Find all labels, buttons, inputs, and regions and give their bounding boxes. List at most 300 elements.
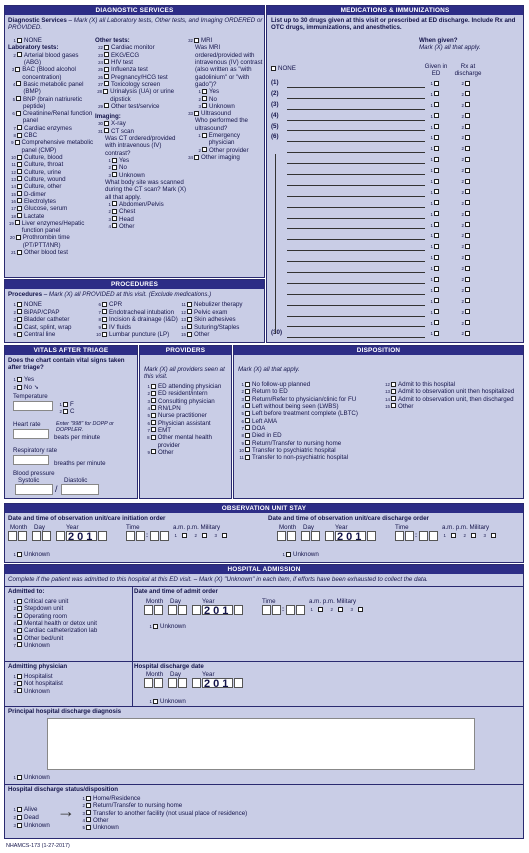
admitting-physician-checkbox[interactable] bbox=[17, 681, 22, 686]
given-in-ed-checkbox[interactable] bbox=[434, 157, 439, 162]
other-test-checkbox[interactable] bbox=[104, 45, 109, 50]
vitals-section: VITALS AFTER TRIAGE Does the chart contain vital signs taken after triage? 1 Yes 2 No ➘ Temperature 1 F 2 C Heart rate Enter "998" for DOPP or DOPPLER. beats per minute Respiratory rate breaths per minute Blood pressure Systolic Diastolic / bbox=[4, 345, 138, 499]
medication-input[interactable] bbox=[287, 196, 425, 197]
mri-checkbox[interactable] bbox=[194, 38, 199, 43]
lab-test-checkbox[interactable] bbox=[17, 133, 22, 138]
medication-row: 1 2 bbox=[267, 263, 524, 274]
obs-init-day-digit[interactable] bbox=[32, 531, 41, 541]
lab-test-checkbox[interactable] bbox=[17, 206, 22, 211]
meds-none-checkbox[interactable] bbox=[271, 66, 276, 71]
rx-at-discharge-checkbox[interactable] bbox=[465, 124, 470, 129]
disposition-label: No follow-up planned bbox=[252, 381, 311, 388]
diagnosis-unknown-checkbox[interactable] bbox=[17, 775, 22, 780]
obs-discharge-ampm-label: a.m. p.m. Military bbox=[442, 524, 490, 531]
hosp-discharge-year-label: Year bbox=[202, 671, 215, 678]
rx-at-discharge-checkbox[interactable] bbox=[465, 211, 470, 216]
lab-test-checkbox[interactable] bbox=[17, 213, 22, 218]
lab-test-checkbox[interactable] bbox=[15, 140, 20, 145]
procedure-checkbox[interactable] bbox=[17, 302, 22, 307]
lab-test-checkbox[interactable] bbox=[15, 220, 20, 225]
provider-checkbox[interactable] bbox=[151, 405, 156, 410]
lab-tests-heading: Laboratory tests: bbox=[8, 44, 59, 52]
respiratory-rate-input[interactable] bbox=[13, 455, 49, 465]
lab-test-checkbox[interactable] bbox=[16, 235, 21, 240]
status-unknown-label: Unknown bbox=[24, 822, 50, 829]
procedure-checkbox[interactable] bbox=[17, 324, 22, 329]
medication-input[interactable] bbox=[287, 337, 425, 338]
given-in-ed-checkbox[interactable] bbox=[434, 309, 439, 314]
procedure-checkbox[interactable] bbox=[102, 302, 107, 307]
medication-input[interactable] bbox=[287, 141, 425, 142]
rx-at-discharge-checkbox[interactable] bbox=[465, 146, 470, 151]
disposition-label: Admit to observation unit, then discharged bbox=[398, 395, 514, 403]
obs-discharge-year-digit[interactable] bbox=[367, 531, 376, 541]
other-test-label: HIV test bbox=[111, 58, 134, 66]
lab-test-label: CBC bbox=[24, 132, 38, 140]
lab-test-checkbox[interactable] bbox=[16, 111, 21, 116]
medication-input[interactable] bbox=[287, 120, 425, 121]
discharge-diagnosis-input[interactable] bbox=[47, 718, 475, 770]
procedure-checkbox[interactable] bbox=[102, 332, 107, 337]
admitted-to-checkbox[interactable] bbox=[17, 642, 22, 647]
obs-discharge-unknown-label: Unknown bbox=[293, 551, 319, 558]
discharge-status-label: Return/Transfer to nursing home bbox=[93, 802, 183, 810]
discharge-status-checkbox[interactable] bbox=[86, 803, 91, 808]
medication-input[interactable] bbox=[287, 152, 425, 153]
admit-pm-checkbox[interactable] bbox=[338, 607, 343, 612]
proc-intro: Procedures bbox=[8, 291, 43, 298]
admit-hour-digit[interactable] bbox=[272, 605, 281, 615]
lab-test-checkbox[interactable] bbox=[17, 191, 22, 196]
admitted-to-checkbox[interactable] bbox=[17, 620, 22, 625]
lab-test-checkbox[interactable] bbox=[16, 96, 21, 101]
disposition-checkbox[interactable] bbox=[245, 396, 250, 401]
disposition-checkbox[interactable] bbox=[245, 382, 250, 387]
ct-contrast-yes-checkbox[interactable] bbox=[112, 158, 117, 163]
other-test-checkbox[interactable] bbox=[104, 59, 109, 64]
provider-checkbox[interactable] bbox=[151, 391, 156, 396]
provider-checkbox[interactable] bbox=[151, 398, 156, 403]
medication-input[interactable] bbox=[287, 326, 425, 327]
obs-discharge-day-digit[interactable] bbox=[311, 531, 320, 541]
rx-at-discharge-checkbox[interactable] bbox=[465, 200, 470, 205]
medication-input[interactable] bbox=[287, 305, 425, 306]
rx-at-discharge-checkbox[interactable] bbox=[465, 298, 470, 303]
disposition-checkbox[interactable] bbox=[245, 455, 250, 460]
given-in-ed-checkbox[interactable] bbox=[434, 81, 439, 86]
admitting-physician-item: 3 Unknown bbox=[13, 687, 50, 695]
admit-year-prefix: 201 bbox=[204, 605, 232, 617]
discharge-status-checkbox[interactable] bbox=[86, 796, 91, 801]
ct-contrast-no-checkbox[interactable] bbox=[112, 165, 117, 170]
discharge-status-checkbox[interactable] bbox=[86, 817, 91, 822]
ct-scan-item: 31 CT scan bbox=[98, 127, 134, 135]
given-in-ed-checkbox[interactable] bbox=[434, 135, 439, 140]
lab-test-checkbox[interactable] bbox=[17, 169, 22, 174]
other-imaging-checkbox[interactable] bbox=[194, 155, 199, 160]
discharge-status-item: 1 Home/Residence bbox=[82, 795, 141, 802]
medication-input[interactable] bbox=[287, 228, 425, 229]
breaths-per-minute-label: breaths per minute bbox=[54, 460, 106, 467]
obs-init-pm-checkbox[interactable] bbox=[202, 533, 207, 538]
admitted-to-checkbox[interactable] bbox=[17, 613, 22, 618]
admit-minute-digit[interactable] bbox=[286, 605, 295, 615]
given-in-ed-checkbox[interactable] bbox=[434, 244, 439, 249]
lab-test-item: 12 Culture, urine bbox=[11, 168, 62, 176]
given-in-ed-checkbox[interactable] bbox=[434, 179, 439, 184]
disposition-checkbox[interactable] bbox=[245, 389, 250, 394]
disposition-checkbox[interactable] bbox=[391, 389, 396, 394]
obs-init-hour-digit[interactable] bbox=[126, 531, 135, 541]
obs-discharge-minute-digit[interactable] bbox=[419, 531, 428, 541]
obs-init-year-digit[interactable] bbox=[98, 531, 107, 541]
disposition-checkbox[interactable] bbox=[245, 411, 250, 416]
ultrasound-provider-checkbox[interactable] bbox=[202, 147, 207, 152]
rx-at-discharge-checkbox[interactable] bbox=[465, 320, 470, 325]
obs-init-minute-digit[interactable] bbox=[160, 531, 169, 541]
given-in-ed-checkbox[interactable] bbox=[434, 189, 439, 194]
obs-init-year-prefix: 201 bbox=[68, 531, 96, 543]
hosp-discharge-year-digit[interactable] bbox=[234, 678, 243, 688]
given-in-ed-checkbox[interactable] bbox=[434, 331, 439, 336]
medication-input[interactable] bbox=[287, 250, 425, 251]
hosp-discharge-month-digit[interactable] bbox=[144, 678, 153, 688]
given-in-ed-checkbox[interactable] bbox=[434, 298, 439, 303]
other-test-item: 26 Pregnancy/HCG test bbox=[98, 73, 168, 81]
lab-test-checkbox[interactable] bbox=[15, 67, 20, 72]
disposition-checkbox[interactable] bbox=[245, 403, 250, 408]
rx-at-discharge-checkbox[interactable] bbox=[465, 244, 470, 249]
disposition-checkbox[interactable] bbox=[245, 447, 250, 452]
lab-test-checkbox[interactable] bbox=[17, 198, 22, 203]
lab-test-checkbox[interactable] bbox=[17, 184, 22, 189]
procedure-checkbox[interactable] bbox=[102, 317, 107, 322]
given-in-ed-checkbox[interactable] bbox=[434, 91, 439, 96]
medication-input[interactable] bbox=[287, 87, 425, 88]
obs-init-minute-digit[interactable] bbox=[150, 531, 159, 541]
other-test-checkbox[interactable] bbox=[104, 74, 109, 79]
lab-test-label: Glucose, serum bbox=[24, 205, 68, 213]
lab-test-checkbox[interactable] bbox=[17, 155, 22, 160]
disposition-checkbox[interactable] bbox=[245, 433, 250, 438]
admitted-to-label: Mental health or detox unit bbox=[24, 619, 97, 627]
admit-minute-digit[interactable] bbox=[296, 605, 305, 615]
rx-at-discharge-checkbox[interactable] bbox=[465, 157, 470, 162]
admitted-to-checkbox[interactable] bbox=[17, 628, 22, 633]
given-in-ed-checkbox[interactable] bbox=[434, 124, 439, 129]
provider-checkbox[interactable] bbox=[151, 413, 156, 418]
disposition-item: 4 Left without being seen (LWBS) bbox=[241, 402, 339, 410]
other-test-checkbox[interactable] bbox=[104, 81, 109, 86]
medication-row: (30) 1 2 bbox=[267, 328, 524, 339]
heart-rate-input[interactable] bbox=[13, 429, 49, 439]
diag-none-checkbox[interactable] bbox=[17, 38, 22, 43]
procedure-checkbox[interactable] bbox=[187, 309, 192, 314]
other-test-checkbox[interactable] bbox=[104, 52, 109, 57]
given-in-ed-checkbox[interactable] bbox=[434, 287, 439, 292]
obs-init-am-checkbox[interactable] bbox=[182, 533, 187, 538]
discharge-status-checkbox[interactable] bbox=[86, 825, 91, 830]
lab-test-label: Culture, other bbox=[24, 183, 62, 191]
obs-discharge-month-digit[interactable] bbox=[277, 531, 286, 541]
medication-row: 1 2 bbox=[267, 176, 524, 187]
ct-site-checkbox[interactable] bbox=[112, 223, 117, 228]
systolic-input[interactable] bbox=[15, 484, 53, 495]
procedure-checkbox[interactable] bbox=[187, 302, 192, 307]
admitted-to-checkbox[interactable] bbox=[17, 599, 22, 604]
vitals-no-label: No bbox=[24, 384, 32, 391]
given-in-ed-checkbox[interactable] bbox=[434, 266, 439, 271]
discharge-date-unknown-checkbox[interactable] bbox=[153, 699, 158, 704]
mri-contrast-unknown-item: 3 Unknown bbox=[198, 102, 235, 110]
given-in-ed-checkbox[interactable] bbox=[434, 146, 439, 151]
medication-input[interactable] bbox=[287, 272, 425, 273]
admitted-to-checkbox[interactable] bbox=[17, 635, 22, 640]
medication-input[interactable] bbox=[287, 130, 425, 131]
procedure-item: 9 IV fluids bbox=[98, 323, 132, 331]
lab-test-item: 17 Glucose, serum bbox=[11, 205, 68, 213]
other-test-checkbox[interactable] bbox=[104, 67, 109, 72]
rx-at-discharge-checkbox[interactable] bbox=[465, 113, 470, 118]
lab-test-item: 16 Electrolytes bbox=[11, 197, 56, 205]
ct-site-checkbox[interactable] bbox=[112, 201, 117, 206]
obs-init-military-checkbox[interactable] bbox=[222, 533, 227, 538]
disposition-item: 7 DOA bbox=[241, 424, 266, 432]
admit-month-digit[interactable] bbox=[154, 605, 163, 615]
medication-input[interactable] bbox=[287, 239, 425, 240]
rx-at-discharge-checkbox[interactable] bbox=[465, 189, 470, 194]
provider-label: Physician assistant bbox=[158, 419, 211, 427]
celsius-checkbox[interactable] bbox=[63, 409, 68, 414]
obs-discharge-unknown-checkbox[interactable] bbox=[286, 552, 291, 557]
physician-items bbox=[8, 673, 132, 695]
rx-at-discharge-checkbox[interactable] bbox=[465, 287, 470, 292]
obs-discharge-am-checkbox[interactable] bbox=[451, 533, 456, 538]
vitals-no-checkbox[interactable] bbox=[17, 385, 22, 390]
rx-at-discharge-checkbox[interactable] bbox=[465, 222, 470, 227]
rx-at-discharge-checkbox[interactable] bbox=[465, 233, 470, 238]
alive-checkbox[interactable] bbox=[17, 807, 22, 812]
dead-checkbox[interactable] bbox=[17, 815, 22, 820]
admit-date-unknown-checkbox[interactable] bbox=[153, 624, 158, 629]
provider-checkbox[interactable] bbox=[151, 435, 156, 440]
obs-discharge-day-digit[interactable] bbox=[301, 531, 310, 541]
procedure-checkbox[interactable] bbox=[17, 332, 22, 337]
obs-init-month-digit[interactable] bbox=[8, 531, 17, 541]
procedure-item: 8 Incision & drainage (I&D) bbox=[98, 316, 178, 323]
xray-label: X-ray bbox=[111, 120, 126, 128]
admitting-physician-checkbox[interactable] bbox=[17, 688, 22, 693]
diastolic-input[interactable] bbox=[61, 484, 99, 495]
hosp-discharge-day-digit[interactable] bbox=[168, 678, 177, 688]
obs-init-hour-digit[interactable] bbox=[136, 531, 145, 541]
provider-label: EMT bbox=[158, 426, 172, 434]
provider-checkbox[interactable] bbox=[151, 420, 156, 425]
ct-contrast-yes-item: 1 Yes bbox=[108, 157, 130, 164]
rx-at-discharge-checkbox[interactable] bbox=[465, 266, 470, 271]
obs-init-month-digit[interactable] bbox=[18, 531, 27, 541]
disposition-label: Return to ED bbox=[252, 388, 288, 396]
medication-row: 1 2 bbox=[267, 296, 524, 307]
procedure-checkbox[interactable] bbox=[187, 332, 192, 337]
medication-input[interactable] bbox=[287, 207, 425, 208]
disposition-label: Admit to this hospital bbox=[398, 381, 456, 388]
admit-year-digit[interactable] bbox=[192, 605, 201, 615]
blood-pressure-label: Blood pressure bbox=[13, 470, 55, 477]
medication-input[interactable] bbox=[287, 163, 425, 164]
admit-year-digit[interactable] bbox=[234, 605, 243, 615]
lab-test-checkbox[interactable] bbox=[17, 250, 22, 255]
other-test-label: Other test/service bbox=[111, 102, 160, 110]
disposition-item: 6 Left AMA bbox=[241, 417, 278, 425]
admit-day-digit[interactable] bbox=[168, 605, 177, 615]
admit-am-checkbox[interactable] bbox=[318, 607, 323, 612]
lab-test-item: 2 Arterial blood gases (ABG) bbox=[8, 52, 96, 67]
obs-discharge-hour-digit[interactable] bbox=[395, 531, 404, 541]
given-in-ed-checkbox[interactable] bbox=[434, 233, 439, 238]
rx-at-discharge-checkbox[interactable] bbox=[465, 331, 470, 336]
disposition-checkbox[interactable] bbox=[245, 440, 250, 445]
obs-discharge-pm-checkbox[interactable] bbox=[471, 533, 476, 538]
procedure-checkbox[interactable] bbox=[187, 324, 192, 329]
status-unknown-checkbox[interactable] bbox=[17, 823, 22, 828]
admit-hour-digit[interactable] bbox=[262, 605, 271, 615]
temperature-input[interactable] bbox=[13, 401, 53, 411]
medication-input[interactable] bbox=[287, 98, 425, 99]
rx-at-discharge-checkbox[interactable] bbox=[465, 91, 470, 96]
procedure-checkbox[interactable] bbox=[102, 324, 107, 329]
obs-init-day-digit[interactable] bbox=[42, 531, 51, 541]
vitals-yes-label: Yes bbox=[24, 376, 35, 383]
vitals-yes-checkbox[interactable] bbox=[17, 377, 22, 382]
medication-input[interactable] bbox=[287, 283, 425, 284]
rx-at-discharge-checkbox[interactable] bbox=[465, 102, 470, 107]
other-test-checkbox[interactable] bbox=[104, 103, 109, 108]
medication-input[interactable] bbox=[287, 218, 425, 219]
medication-input[interactable] bbox=[287, 174, 425, 175]
obs-discharge-year-digit[interactable] bbox=[325, 531, 334, 541]
hosp-discharge-year-digit[interactable] bbox=[192, 678, 201, 688]
medication-input[interactable] bbox=[287, 294, 425, 295]
given-in-ed-header: Given in ED bbox=[424, 63, 448, 78]
ct-site-checkbox[interactable] bbox=[112, 209, 117, 214]
disposition-item: 15 Other bbox=[385, 402, 414, 410]
admit-date-unknown-label: Unknown bbox=[160, 623, 186, 630]
disposition-item: 1 No follow-up planned bbox=[241, 381, 311, 388]
mri-contrast-yes-checkbox[interactable] bbox=[202, 89, 207, 94]
disposition-checkbox[interactable] bbox=[245, 418, 250, 423]
admit-day-digit[interactable] bbox=[178, 605, 187, 615]
provider-checkbox[interactable] bbox=[151, 384, 156, 389]
lab-test-item: 10 Culture, blood bbox=[11, 154, 63, 161]
obs-discharge-month-digit[interactable] bbox=[287, 531, 296, 541]
provider-item: 6 Physician assistant bbox=[147, 419, 211, 427]
disposition-label: Transfer to non-psychiatric hospital bbox=[252, 454, 349, 462]
rx-at-discharge-checkbox[interactable] bbox=[465, 255, 470, 260]
given-in-ed-checkbox[interactable] bbox=[434, 277, 439, 282]
medication-row: 1 2 bbox=[267, 165, 524, 176]
provider-checkbox[interactable] bbox=[151, 427, 156, 432]
procedure-label: Other bbox=[194, 331, 210, 338]
other-test-checkbox[interactable] bbox=[103, 89, 108, 94]
lab-test-checkbox[interactable] bbox=[16, 81, 21, 86]
medication-row: 1 2 bbox=[267, 307, 524, 318]
lab-test-label: Culture, throat bbox=[24, 161, 64, 169]
disposition-checkbox[interactable] bbox=[391, 396, 396, 401]
medication-row: 1 2 bbox=[267, 230, 524, 241]
ct-scan-checkbox[interactable] bbox=[104, 128, 109, 133]
hosp-discharge-month-digit[interactable] bbox=[154, 678, 163, 688]
procedure-checkbox[interactable] bbox=[187, 317, 192, 322]
hospital-intro: Complete if the patient was admitted to this hospital at this ED visit. – Mark (X) "Unknown" in each item, if efforts have been exhausted to collect the data. bbox=[8, 576, 428, 583]
mri-contrast-no-checkbox[interactable] bbox=[202, 96, 207, 101]
ultrasound-provider-checkbox[interactable] bbox=[202, 133, 207, 138]
admitted-to-checkbox[interactable] bbox=[17, 606, 22, 611]
admit-month-digit[interactable] bbox=[144, 605, 153, 615]
given-in-ed-checkbox[interactable] bbox=[434, 113, 439, 118]
medication-input[interactable] bbox=[287, 316, 425, 317]
fahrenheit-checkbox[interactable] bbox=[63, 402, 68, 407]
provider-checkbox[interactable] bbox=[151, 449, 156, 454]
medication-input[interactable] bbox=[287, 185, 425, 186]
ultrasound-checkbox[interactable] bbox=[194, 111, 199, 116]
medication-input[interactable] bbox=[287, 261, 425, 262]
procedure-checkbox[interactable] bbox=[17, 317, 22, 322]
given-in-ed-checkbox[interactable] bbox=[434, 255, 439, 260]
ct-contrast-unknown-checkbox[interactable] bbox=[112, 172, 117, 177]
rx-at-discharge-checkbox[interactable] bbox=[465, 81, 470, 86]
given-in-ed-checkbox[interactable] bbox=[434, 200, 439, 205]
xray-checkbox[interactable] bbox=[104, 121, 109, 126]
lab-test-checkbox[interactable] bbox=[17, 162, 22, 167]
procedure-checkbox[interactable] bbox=[102, 309, 107, 314]
hosp-discharge-day-digit[interactable] bbox=[178, 678, 187, 688]
given-in-ed-checkbox[interactable] bbox=[434, 168, 439, 173]
given-in-ed-checkbox[interactable] bbox=[434, 211, 439, 216]
given-in-ed-checkbox[interactable] bbox=[434, 102, 439, 107]
disposition-checkbox[interactable] bbox=[245, 425, 250, 430]
observation-section: OBSERVATION UNIT STAY Date and time of observation unit/care initiation order Date and time of observation unit/care discharge order Month Day Year 201 Time : a.m. p.m. Military 1 2 3 Month Day Year 201 Time : a.m. p.m. Military 1 2 3 1 Unknown 1 Unknown bbox=[4, 503, 524, 563]
given-in-ed-checkbox[interactable] bbox=[434, 320, 439, 325]
obs-init-unknown-checkbox[interactable] bbox=[17, 552, 22, 557]
lab-test-checkbox[interactable] bbox=[17, 52, 22, 57]
discharge-status-checkbox[interactable] bbox=[86, 810, 91, 815]
given-in-ed-checkbox[interactable] bbox=[434, 222, 439, 227]
lab-test-checkbox[interactable] bbox=[17, 176, 22, 181]
obs-discharge-military-checkbox[interactable] bbox=[491, 533, 496, 538]
rx-at-discharge-checkbox[interactable] bbox=[465, 277, 470, 282]
disposition-checkbox[interactable] bbox=[391, 403, 396, 408]
admit-military-checkbox[interactable] bbox=[358, 607, 363, 612]
mri-contrast-unknown-checkbox[interactable] bbox=[202, 103, 207, 108]
medication-row: (4) 1 2 bbox=[267, 111, 524, 122]
rx-at-discharge-checkbox[interactable] bbox=[465, 179, 470, 184]
obs-init-year-digit[interactable] bbox=[56, 531, 65, 541]
rx-at-discharge-checkbox[interactable] bbox=[465, 135, 470, 140]
obs-discharge-hour-digit[interactable] bbox=[405, 531, 414, 541]
lab-test-label: Creatinine/Renal function panel bbox=[22, 110, 93, 125]
medication-input[interactable] bbox=[287, 109, 425, 110]
procedure-checkbox[interactable] bbox=[17, 309, 22, 314]
lab-test-label: Prothrombin time (PT/PTT/INR) bbox=[22, 234, 70, 249]
rx-at-discharge-checkbox[interactable] bbox=[465, 309, 470, 314]
rx-at-discharge-checkbox[interactable] bbox=[465, 168, 470, 173]
lab-test-checkbox[interactable] bbox=[17, 125, 22, 130]
admitting-physician-checkbox[interactable] bbox=[17, 674, 22, 679]
disposition-checkbox[interactable] bbox=[391, 382, 396, 387]
ct-site-checkbox[interactable] bbox=[112, 216, 117, 221]
obs-discharge-minute-digit[interactable] bbox=[429, 531, 438, 541]
